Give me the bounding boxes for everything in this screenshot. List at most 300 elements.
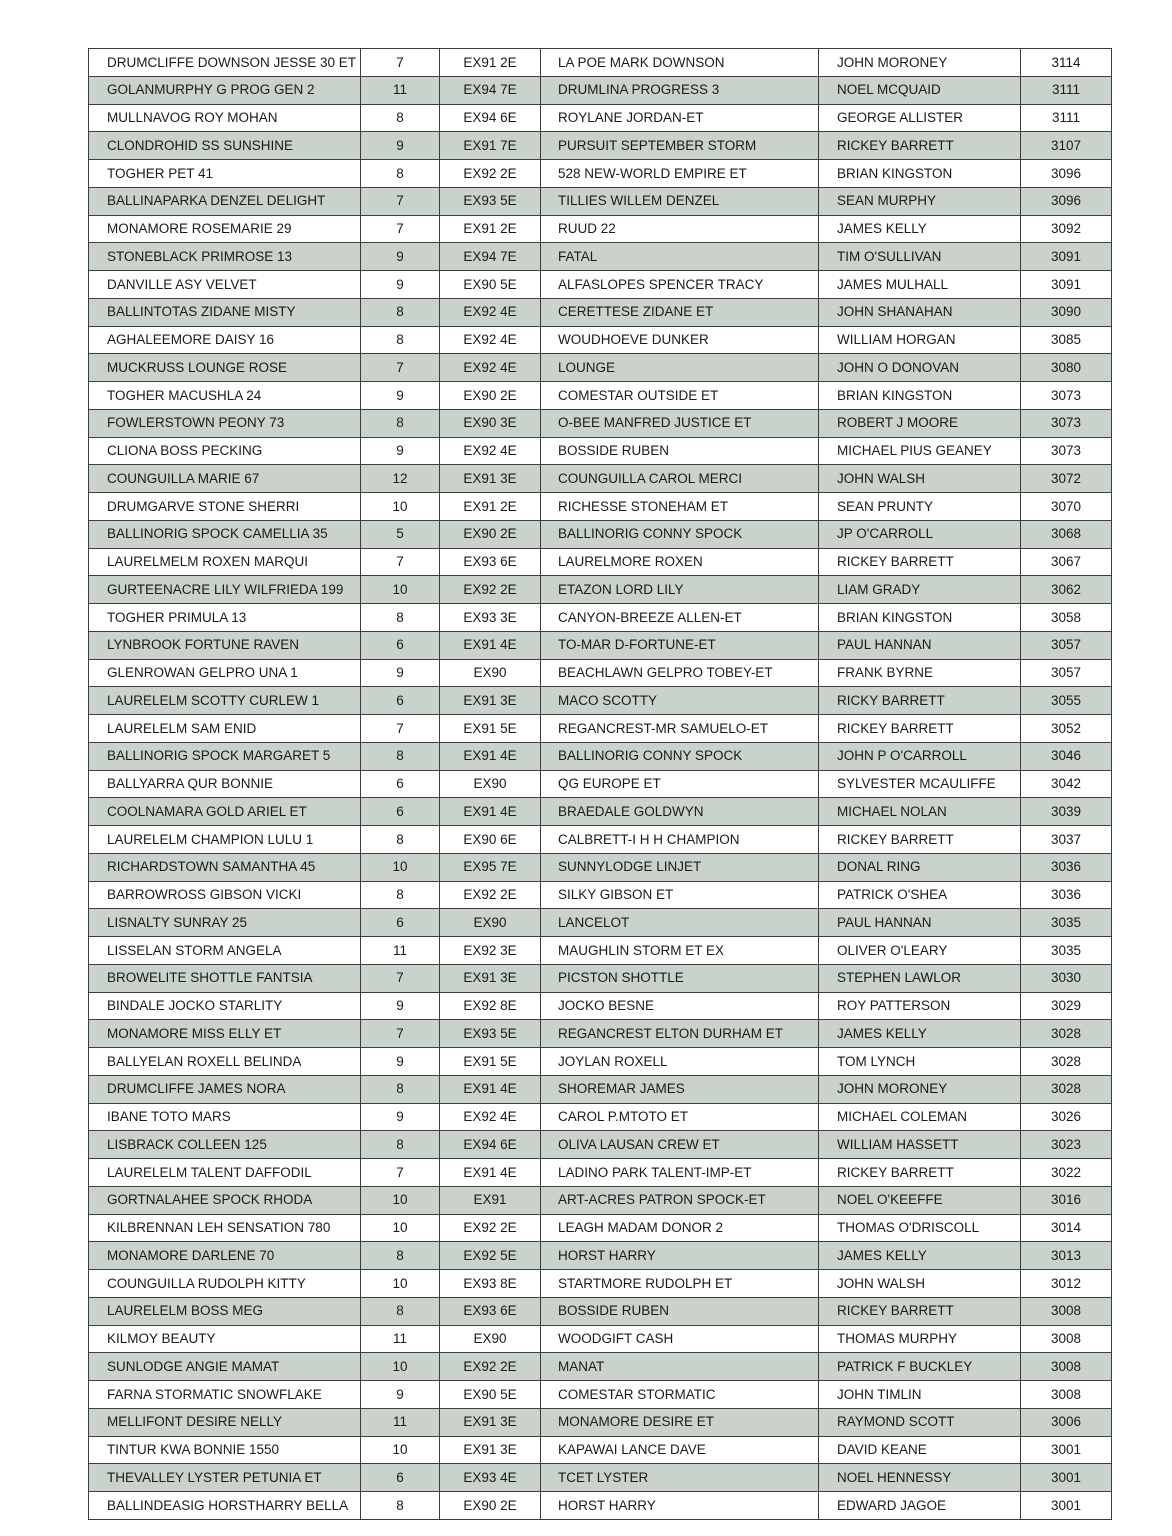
table-row	[89, 964, 1112, 992]
cow-name-cell: BALLINORIG SPOCK CAMELLIA 35	[89, 520, 361, 548]
classification-cell: EX90 6E	[440, 826, 541, 854]
owner-cell: TOM LYNCH	[819, 1048, 1021, 1076]
lactation-cell: 8	[361, 1075, 440, 1103]
sire-cell: TILLIES WILLEM DENZEL	[541, 187, 819, 215]
table-row	[89, 437, 1112, 465]
score-cell: 3008	[1021, 1325, 1112, 1353]
table-row	[89, 631, 1112, 659]
lactation-cell: 6	[361, 798, 440, 826]
classification-cell: EX92 2E	[440, 1214, 541, 1242]
lactation-cell: 7	[361, 964, 440, 992]
owner-cell: NOEL O'KEEFFE	[819, 1186, 1021, 1214]
table-row	[89, 853, 1112, 881]
table-row	[89, 493, 1112, 521]
classification-cell: EX91 5E	[440, 715, 541, 743]
score-cell: 3036	[1021, 881, 1112, 909]
table-row	[89, 1492, 1112, 1520]
owner-cell: THOMAS O'DRISCOLL	[819, 1214, 1021, 1242]
classification-cell: EX91 4E	[440, 798, 541, 826]
score-cell: 3023	[1021, 1131, 1112, 1159]
cow-name-cell: TOGHER MACUSHLA 24	[89, 382, 361, 410]
classification-cell: EX92 4E	[440, 298, 541, 326]
table-row	[89, 770, 1112, 798]
sire-cell: BOSSIDE RUBEN	[541, 437, 819, 465]
table-row	[89, 1270, 1112, 1298]
lactation-cell: 10	[361, 1353, 440, 1381]
table-row	[89, 382, 1112, 410]
sire-cell: HORST HARRY	[541, 1242, 819, 1270]
owner-cell: PAUL HANNAN	[819, 909, 1021, 937]
cow-name-cell: BROWELITE SHOTTLE FANTSIA	[89, 964, 361, 992]
cow-name-cell: GLENROWAN GELPRO UNA 1	[89, 659, 361, 687]
sire-cell: ALFASLOPES SPENCER TRACY	[541, 271, 819, 299]
lactation-cell: 9	[361, 1381, 440, 1409]
table-row	[89, 1353, 1112, 1381]
score-cell: 3080	[1021, 354, 1112, 382]
owner-cell: BRIAN KINGSTON	[819, 604, 1021, 632]
classification-cell: EX91 2E	[440, 493, 541, 521]
lactation-cell: 7	[361, 354, 440, 382]
owner-cell: JOHN MORONEY	[819, 1075, 1021, 1103]
table-row	[89, 271, 1112, 299]
owner-cell: JAMES MULHALL	[819, 271, 1021, 299]
classification-cell: EX90	[440, 909, 541, 937]
lactation-cell: 9	[361, 271, 440, 299]
lactation-cell: 7	[361, 49, 440, 77]
score-cell: 3008	[1021, 1381, 1112, 1409]
classification-cell: EX91 3E	[440, 964, 541, 992]
owner-cell: NOEL HENNESSY	[819, 1464, 1021, 1492]
cow-name-cell: IBANE TOTO MARS	[89, 1103, 361, 1131]
score-cell: 3092	[1021, 215, 1112, 243]
cow-name-cell: SUNLODGE ANGIE MAMAT	[89, 1353, 361, 1381]
owner-cell: STEPHEN LAWLOR	[819, 964, 1021, 992]
lactation-cell: 8	[361, 409, 440, 437]
lactation-cell: 9	[361, 437, 440, 465]
owner-cell: RICKEY BARRETT	[819, 826, 1021, 854]
table-row	[89, 1048, 1112, 1076]
classification-cell: EX92 3E	[440, 937, 541, 965]
table-row	[89, 1408, 1112, 1436]
table-row	[89, 1020, 1112, 1048]
classification-cell: EX90	[440, 659, 541, 687]
sire-cell: PICSTON SHOTTLE	[541, 964, 819, 992]
sire-cell: LOUNGE	[541, 354, 819, 382]
classification-cell: EX93 4E	[440, 1464, 541, 1492]
lactation-cell: 9	[361, 243, 440, 271]
table-row	[89, 409, 1112, 437]
table-row	[89, 1381, 1112, 1409]
classification-cell: EX91 5E	[440, 1048, 541, 1076]
score-cell: 3046	[1021, 742, 1112, 770]
classification-cell: EX92 4E	[440, 1103, 541, 1131]
cow-name-cell: LAURELELM TALENT DAFFODIL	[89, 1159, 361, 1187]
lactation-cell: 10	[361, 853, 440, 881]
classification-cell: EX94 6E	[440, 1131, 541, 1159]
score-cell: 3001	[1021, 1464, 1112, 1492]
cow-name-cell: BALLINDEASIG HORSTHARRY BELLA	[89, 1492, 361, 1520]
owner-cell: JOHN O DONOVAN	[819, 354, 1021, 382]
cow-name-cell: THEVALLEY LYSTER PETUNIA ET	[89, 1464, 361, 1492]
sire-cell: BEACHLAWN GELPRO TOBEY-ET	[541, 659, 819, 687]
owner-cell: MICHAEL PIUS GEANEY	[819, 437, 1021, 465]
classification-cell: EX92 4E	[440, 437, 541, 465]
owner-cell: BRIAN KINGSTON	[819, 160, 1021, 188]
cow-name-cell: BALLYARRA QUR BONNIE	[89, 770, 361, 798]
table-row	[89, 104, 1112, 132]
sire-cell: LA POE MARK DOWNSON	[541, 49, 819, 77]
classification-cell: EX90	[440, 770, 541, 798]
owner-cell: DONAL RING	[819, 853, 1021, 881]
classification-cell: EX91	[440, 1186, 541, 1214]
owner-cell: JP O'CARROLL	[819, 520, 1021, 548]
lactation-cell: 11	[361, 1408, 440, 1436]
sire-cell: JOYLAN ROXELL	[541, 1048, 819, 1076]
table-row	[89, 548, 1112, 576]
cow-name-cell: DRUMGARVE STONE SHERRI	[89, 493, 361, 521]
owner-cell: JOHN P O'CARROLL	[819, 742, 1021, 770]
table-row	[89, 826, 1112, 854]
table-row	[89, 687, 1112, 715]
lactation-cell: 6	[361, 909, 440, 937]
lactation-cell: 10	[361, 493, 440, 521]
owner-cell: PATRICK F BUCKLEY	[819, 1353, 1021, 1381]
lactation-cell: 9	[361, 1103, 440, 1131]
cow-name-cell: BALLYELAN ROXELL BELINDA	[89, 1048, 361, 1076]
classification-cell: EX91 4E	[440, 742, 541, 770]
sire-cell: TO-MAR D-FORTUNE-ET	[541, 631, 819, 659]
lactation-cell: 7	[361, 187, 440, 215]
cow-name-cell: STONEBLACK PRIMROSE 13	[89, 243, 361, 271]
score-cell: 3055	[1021, 687, 1112, 715]
cow-name-cell: MONAMORE DARLENE 70	[89, 1242, 361, 1270]
classification-cell: EX92 5E	[440, 1242, 541, 1270]
cow-name-cell: BALLINAPARKA DENZEL DELIGHT	[89, 187, 361, 215]
score-cell: 3096	[1021, 160, 1112, 188]
lactation-cell: 10	[361, 576, 440, 604]
score-cell: 3014	[1021, 1214, 1112, 1242]
lactation-cell: 8	[361, 742, 440, 770]
score-cell: 3012	[1021, 1270, 1112, 1298]
table-row	[89, 520, 1112, 548]
score-cell: 3057	[1021, 659, 1112, 687]
score-cell: 3039	[1021, 798, 1112, 826]
score-cell: 3067	[1021, 548, 1112, 576]
lactation-cell: 7	[361, 1159, 440, 1187]
table-row	[89, 798, 1112, 826]
cow-name-cell: TOGHER PET 41	[89, 160, 361, 188]
lactation-cell: 6	[361, 770, 440, 798]
sire-cell: SUNNYLODGE LINJET	[541, 853, 819, 881]
sire-cell: OLIVA LAUSAN CREW ET	[541, 1131, 819, 1159]
score-cell: 3016	[1021, 1186, 1112, 1214]
owner-cell: DAVID KEANE	[819, 1436, 1021, 1464]
classification-cell: EX90 2E	[440, 520, 541, 548]
cow-name-cell: KILBRENNAN LEH SENSATION 780	[89, 1214, 361, 1242]
lactation-cell: 12	[361, 465, 440, 493]
cow-name-cell: FOWLERSTOWN PEONY 73	[89, 409, 361, 437]
classification-cell: EX95 7E	[440, 853, 541, 881]
lactation-cell: 9	[361, 1048, 440, 1076]
classification-cell: EX92 2E	[440, 1353, 541, 1381]
classification-cell: EX94 7E	[440, 76, 541, 104]
table-row	[89, 132, 1112, 160]
cow-name-cell: FARNA STORMATIC SNOWFLAKE	[89, 1381, 361, 1409]
classification-cell: EX90 2E	[440, 382, 541, 410]
score-cell: 3037	[1021, 826, 1112, 854]
classification-cell: EX92 2E	[440, 160, 541, 188]
score-cell: 3073	[1021, 382, 1112, 410]
sire-cell: CERETTESE ZIDANE ET	[541, 298, 819, 326]
lactation-cell: 7	[361, 548, 440, 576]
cow-name-cell: MELLIFONT DESIRE NELLY	[89, 1408, 361, 1436]
owner-cell: JAMES KELLY	[819, 1242, 1021, 1270]
lactation-cell: 6	[361, 1464, 440, 1492]
table-row	[89, 298, 1112, 326]
owner-cell: GEORGE ALLISTER	[819, 104, 1021, 132]
score-cell: 3028	[1021, 1020, 1112, 1048]
score-cell: 3052	[1021, 715, 1112, 743]
sire-cell: LADINO PARK TALENT-IMP-ET	[541, 1159, 819, 1187]
cow-name-cell: GORTNALAHEE SPOCK RHODA	[89, 1186, 361, 1214]
owner-cell: RICKEY BARRETT	[819, 132, 1021, 160]
table-row	[89, 1186, 1112, 1214]
sire-cell: FATAL	[541, 243, 819, 271]
sire-cell: CAROL P.MTOTO ET	[541, 1103, 819, 1131]
score-cell: 3114	[1021, 49, 1112, 77]
score-cell: 3001	[1021, 1492, 1112, 1520]
owner-cell: JOHN WALSH	[819, 465, 1021, 493]
owner-cell: OLIVER O'LEARY	[819, 937, 1021, 965]
lactation-cell: 8	[361, 1492, 440, 1520]
classification-cell: EX91 7E	[440, 132, 541, 160]
table-row	[89, 881, 1112, 909]
table-row	[89, 76, 1112, 104]
score-cell: 3035	[1021, 937, 1112, 965]
cow-name-cell: MULLNAVOG ROY MOHAN	[89, 104, 361, 132]
classification-cell: EX91 4E	[440, 1159, 541, 1187]
owner-cell: JOHN TIMLIN	[819, 1381, 1021, 1409]
score-cell: 3085	[1021, 326, 1112, 354]
owner-cell: MICHAEL COLEMAN	[819, 1103, 1021, 1131]
cow-name-cell: RICHARDSTOWN SAMANTHA 45	[89, 853, 361, 881]
cow-name-cell: BARROWROSS GIBSON VICKI	[89, 881, 361, 909]
owner-cell: RICKEY BARRETT	[819, 1297, 1021, 1325]
cow-name-cell: GURTEENACRE LILY WILFRIEDA 199	[89, 576, 361, 604]
cow-name-cell: LAURELMELM ROXEN MARQUI	[89, 548, 361, 576]
sire-cell: 528 NEW-WORLD EMPIRE ET	[541, 160, 819, 188]
owner-cell: RICKEY BARRETT	[819, 1159, 1021, 1187]
sire-cell: RUUD 22	[541, 215, 819, 243]
sire-cell: ROYLANE JORDAN-ET	[541, 104, 819, 132]
owner-cell: NOEL MCQUAID	[819, 76, 1021, 104]
classification-cell: EX91 3E	[440, 1408, 541, 1436]
owner-cell: JOHN SHANAHAN	[819, 298, 1021, 326]
sire-cell: BRAEDALE GOLDWYN	[541, 798, 819, 826]
sire-cell: BALLINORIG CONNY SPOCK	[541, 520, 819, 548]
sire-cell: LAURELMORE ROXEN	[541, 548, 819, 576]
lactation-cell: 8	[361, 1297, 440, 1325]
cow-name-cell: KILMOY BEAUTY	[89, 1325, 361, 1353]
lactation-cell: 8	[361, 160, 440, 188]
sire-cell: O-BEE MANFRED JUSTICE ET	[541, 409, 819, 437]
cow-name-cell: DANVILLE ASY VELVET	[89, 271, 361, 299]
cow-name-cell: LAURELELM SAM ENID	[89, 715, 361, 743]
lactation-cell: 6	[361, 631, 440, 659]
owner-cell: PAUL HANNAN	[819, 631, 1021, 659]
score-cell: 3013	[1021, 1242, 1112, 1270]
table-row	[89, 576, 1112, 604]
table-row	[89, 326, 1112, 354]
classification-cell: EX91 4E	[440, 631, 541, 659]
score-cell: 3062	[1021, 576, 1112, 604]
score-cell: 3070	[1021, 493, 1112, 521]
cow-name-cell: LISNALTY SUNRAY 25	[89, 909, 361, 937]
lactation-cell: 8	[361, 604, 440, 632]
table-row	[89, 1297, 1112, 1325]
score-cell: 3029	[1021, 992, 1112, 1020]
table-row	[89, 243, 1112, 271]
cow-name-cell: CLONDROHID SS SUNSHINE	[89, 132, 361, 160]
sire-cell: QG EUROPE ET	[541, 770, 819, 798]
cow-name-cell: BINDALE JOCKO STARLITY	[89, 992, 361, 1020]
score-cell: 3028	[1021, 1075, 1112, 1103]
score-cell: 3090	[1021, 298, 1112, 326]
lactation-cell: 8	[361, 1242, 440, 1270]
owner-cell: EDWARD JAGOE	[819, 1492, 1021, 1520]
cow-name-cell: LISSELAN STORM ANGELA	[89, 937, 361, 965]
lactation-cell: 8	[361, 326, 440, 354]
sire-cell: CALBRETT-I H H CHAMPION	[541, 826, 819, 854]
owner-cell: MICHAEL NOLAN	[819, 798, 1021, 826]
classification-cell: EX92 8E	[440, 992, 541, 1020]
owner-cell: SEAN PRUNTY	[819, 493, 1021, 521]
cow-name-cell: DRUMCLIFFE DOWNSON JESSE 30 ET	[89, 49, 361, 77]
table-row	[89, 1103, 1112, 1131]
owner-cell: PATRICK O'SHEA	[819, 881, 1021, 909]
sire-cell: BALLINORIG CONNY SPOCK	[541, 742, 819, 770]
table-row	[89, 465, 1112, 493]
owner-cell: RICKEY BARRETT	[819, 715, 1021, 743]
classification-cell: EX92 4E	[440, 354, 541, 382]
owner-cell: ROY PATTERSON	[819, 992, 1021, 1020]
cow-name-cell: LAURELELM CHAMPION LULU 1	[89, 826, 361, 854]
cow-name-cell: MONAMORE MISS ELLY ET	[89, 1020, 361, 1048]
classification-cell: EX94 7E	[440, 243, 541, 271]
sire-cell: COUNGUILLA CAROL MERCI	[541, 465, 819, 493]
classification-cell: EX90	[440, 1325, 541, 1353]
classification-cell: EX91 3E	[440, 1436, 541, 1464]
sire-cell: WOUDHOEVE DUNKER	[541, 326, 819, 354]
lactation-cell: 9	[361, 382, 440, 410]
sire-cell: JOCKO BESNE	[541, 992, 819, 1020]
table-row	[89, 1464, 1112, 1492]
cow-name-cell: BALLINORIG SPOCK MARGARET 5	[89, 742, 361, 770]
sire-cell: PURSUIT SEPTEMBER STORM	[541, 132, 819, 160]
cow-name-cell: BALLINTOTAS ZIDANE MISTY	[89, 298, 361, 326]
lactation-cell: 6	[361, 687, 440, 715]
score-cell: 3073	[1021, 437, 1112, 465]
sire-cell: REGANCREST ELTON DURHAM ET	[541, 1020, 819, 1048]
sire-cell: WOODGIFT CASH	[541, 1325, 819, 1353]
score-cell: 3073	[1021, 409, 1112, 437]
owner-cell: WILLIAM HASSETT	[819, 1131, 1021, 1159]
table-row	[89, 1131, 1112, 1159]
lactation-cell: 7	[361, 215, 440, 243]
lactation-cell: 11	[361, 76, 440, 104]
classification-cell: EX93 6E	[440, 548, 541, 576]
cow-name-cell: AGHALEEMORE DAISY 16	[89, 326, 361, 354]
lactation-cell: 8	[361, 826, 440, 854]
lactation-cell: 9	[361, 659, 440, 687]
owner-cell: SEAN MURPHY	[819, 187, 1021, 215]
owner-cell: JOHN MORONEY	[819, 49, 1021, 77]
sire-cell: RICHESSE STONEHAM ET	[541, 493, 819, 521]
cow-name-cell: GOLANMURPHY G PROG GEN 2	[89, 76, 361, 104]
table-body	[89, 49, 1112, 1520]
sire-cell: KAPAWAI LANCE DAVE	[541, 1436, 819, 1464]
lactation-cell: 5	[361, 520, 440, 548]
owner-cell: SYLVESTER MCAULIFFE	[819, 770, 1021, 798]
score-cell: 3042	[1021, 770, 1112, 798]
table-row	[89, 354, 1112, 382]
lactation-cell: 8	[361, 1131, 440, 1159]
table-row	[89, 49, 1112, 77]
owner-cell: FRANK BYRNE	[819, 659, 1021, 687]
sire-cell: SILKY GIBSON ET	[541, 881, 819, 909]
sire-cell: MONAMORE DESIRE ET	[541, 1408, 819, 1436]
cow-name-cell: LAURELELM BOSS MEG	[89, 1297, 361, 1325]
classification-cell: EX93 3E	[440, 604, 541, 632]
table-row	[89, 1436, 1112, 1464]
score-cell: 3008	[1021, 1353, 1112, 1381]
cow-name-cell: MONAMORE ROSEMARIE 29	[89, 215, 361, 243]
cow-name-cell: COUNGUILLA RUDOLPH KITTY	[89, 1270, 361, 1298]
lactation-cell: 9	[361, 992, 440, 1020]
sire-cell: CANYON-BREEZE ALLEN-ET	[541, 604, 819, 632]
sire-cell: REGANCREST-MR SAMUELO-ET	[541, 715, 819, 743]
score-cell: 3091	[1021, 243, 1112, 271]
score-cell: 3026	[1021, 1103, 1112, 1131]
classification-cell: EX92 2E	[440, 881, 541, 909]
classification-cell: EX93 8E	[440, 1270, 541, 1298]
score-cell: 3111	[1021, 104, 1112, 132]
score-cell: 3058	[1021, 604, 1112, 632]
table-row	[89, 160, 1112, 188]
table-row	[89, 1325, 1112, 1353]
classification-cell: EX93 5E	[440, 187, 541, 215]
table-row	[89, 187, 1112, 215]
table-row	[89, 909, 1112, 937]
sire-cell: MAUGHLIN STORM ET EX	[541, 937, 819, 965]
owner-cell: ROBERT J MOORE	[819, 409, 1021, 437]
lactation-cell: 10	[361, 1186, 440, 1214]
table-row	[89, 604, 1112, 632]
score-cell: 3096	[1021, 187, 1112, 215]
owner-cell: RICKY BARRETT	[819, 687, 1021, 715]
table-row	[89, 1242, 1112, 1270]
cow-name-cell: LYNBROOK FORTUNE RAVEN	[89, 631, 361, 659]
table-row	[89, 715, 1112, 743]
cow-name-cell: COOLNAMARA GOLD ARIEL ET	[89, 798, 361, 826]
sire-cell: BOSSIDE RUBEN	[541, 1297, 819, 1325]
score-cell: 3072	[1021, 465, 1112, 493]
sire-cell: STARTMORE RUDOLPH ET	[541, 1270, 819, 1298]
score-cell: 3008	[1021, 1297, 1112, 1325]
sire-cell: MACO SCOTTY	[541, 687, 819, 715]
sire-cell: HORST HARRY	[541, 1492, 819, 1520]
classification-cell: EX90 2E	[440, 1492, 541, 1520]
